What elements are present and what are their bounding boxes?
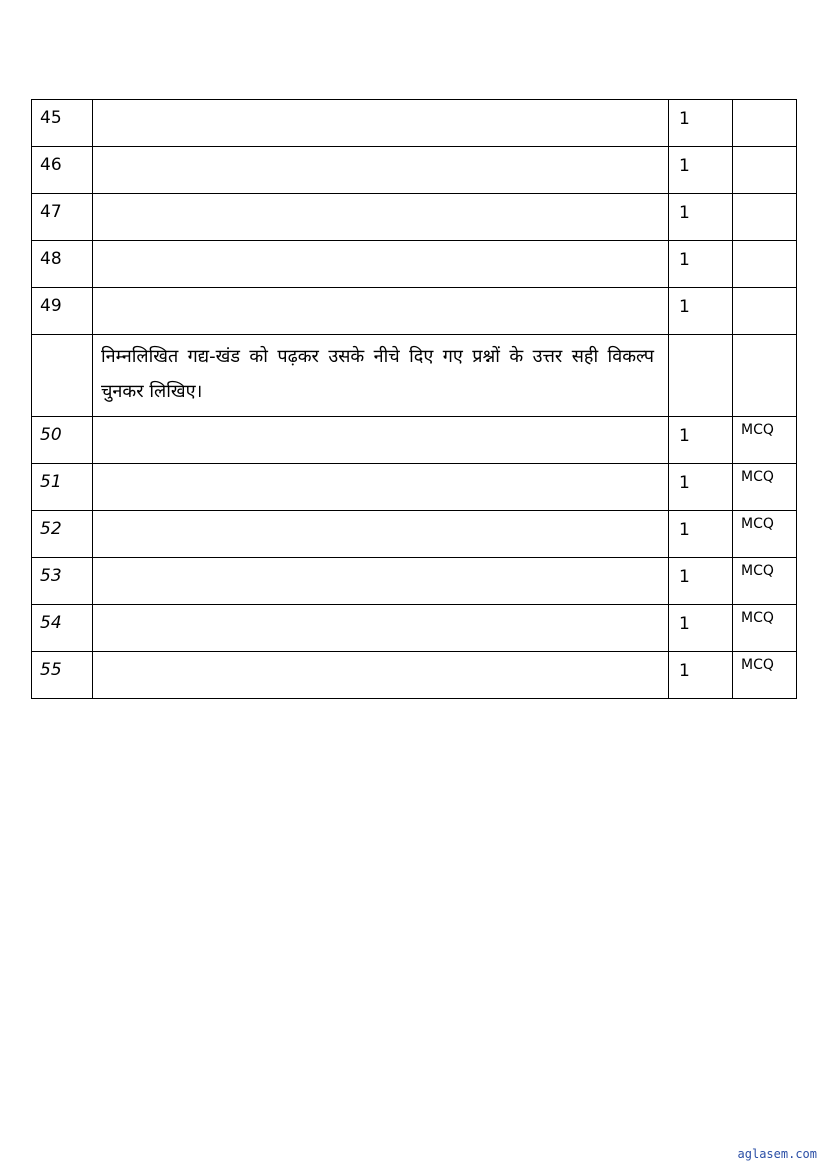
question-number: 51	[40, 472, 62, 492]
question-marks: 1	[679, 156, 690, 176]
question-text-cell	[93, 288, 669, 335]
table-row	[32, 605, 797, 652]
question-text-cell	[93, 605, 669, 652]
question-marks: 1	[679, 297, 690, 317]
table-row	[32, 288, 797, 335]
question-text-cell	[93, 652, 669, 699]
passage-row	[32, 335, 797, 417]
question-type: MCQ	[741, 657, 774, 673]
table-row	[32, 147, 797, 194]
question-text-cell	[93, 558, 669, 605]
question-marks: 1	[679, 567, 690, 587]
question-marks: 1	[679, 661, 690, 681]
question-number: 45	[40, 108, 62, 128]
question-type: MCQ	[741, 610, 774, 626]
table-row	[32, 417, 797, 464]
question-type: MCQ	[741, 422, 774, 438]
question-type: MCQ	[741, 469, 774, 485]
question-text-cell	[93, 100, 669, 147]
empty-type-cell	[733, 335, 797, 417]
question-number: 46	[40, 155, 62, 175]
question-text-cell	[93, 511, 669, 558]
question-text-cell	[93, 194, 669, 241]
question-type-cell	[733, 288, 797, 335]
question-number: 48	[40, 249, 62, 269]
question-marks: 1	[679, 520, 690, 540]
question-table	[31, 99, 797, 699]
question-type-cell	[733, 100, 797, 147]
table-row	[32, 652, 797, 699]
empty-number-cell	[32, 335, 93, 417]
question-number: 55	[40, 660, 62, 680]
table-row	[32, 241, 797, 288]
question-type: MCQ	[741, 563, 774, 579]
question-text-cell	[93, 417, 669, 464]
empty-marks-cell	[669, 335, 733, 417]
question-text-cell	[93, 464, 669, 511]
table-row	[32, 558, 797, 605]
footer-watermark: aglasem.com	[737, 1147, 817, 1161]
question-marks: 1	[679, 250, 690, 270]
question-marks: 1	[679, 109, 690, 129]
question-text-cell	[93, 241, 669, 288]
question-type-cell	[733, 147, 797, 194]
table-row	[32, 100, 797, 147]
question-number: 49	[40, 296, 62, 316]
question-marks: 1	[679, 426, 690, 446]
question-marks: 1	[679, 473, 690, 493]
question-type: MCQ	[741, 516, 774, 532]
question-type-cell	[733, 194, 797, 241]
question-text-cell	[93, 147, 669, 194]
passage-instruction: निम्नलिखित गद्य-खंड को पढ़कर उसके नीचे दिए गए प्रश्नों के उत्तर सही विकल्प चुनकर लिखिए।	[101, 346, 654, 402]
question-type-cell	[733, 241, 797, 288]
question-number: 52	[40, 519, 62, 539]
question-number: 50	[40, 425, 62, 445]
table-row	[32, 194, 797, 241]
table-row	[32, 511, 797, 558]
question-marks: 1	[679, 614, 690, 634]
question-number: 47	[40, 202, 62, 222]
question-marks: 1	[679, 203, 690, 223]
table-row	[32, 464, 797, 511]
question-number: 54	[40, 613, 62, 633]
question-number: 53	[40, 566, 62, 586]
